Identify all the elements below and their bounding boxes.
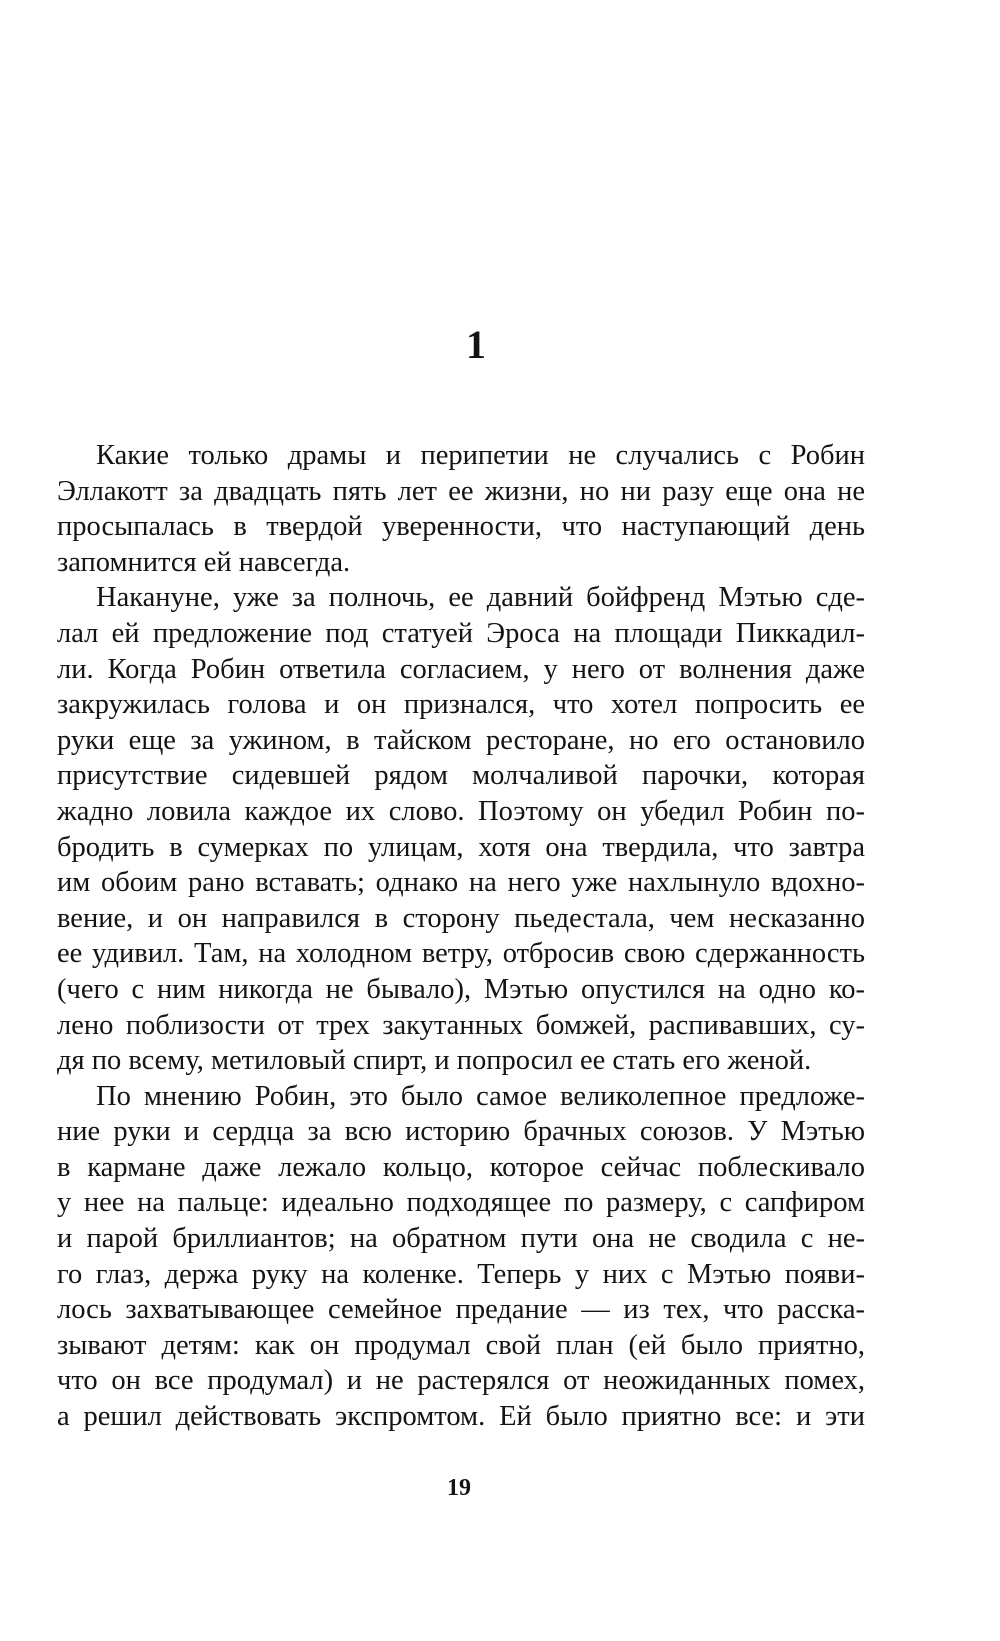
text-line: зывают детям: как он продумал свой план (ей было приятно, [57, 1329, 865, 1361]
text-line: у нее на пальце: идеально подходящее по размеру, с сапфиром [57, 1187, 865, 1219]
text-line: Какие только драмы и перипетии не случались с Робин [96, 440, 865, 471]
text-line: бродить в сумерках по улицам, хотя она твердила, что завтра [57, 831, 865, 863]
chapter-number: 1 [466, 322, 486, 367]
paragraph-2 [57, 580, 865, 1078]
text-line: руки еще за ужином, в тайском ресторане, но его остановило [57, 724, 865, 756]
text-line: лено поблизости от трех закутанных бомжей, распивавших, су- [57, 1009, 865, 1041]
text-line: в кармане даже лежало кольцо, которое сейчас поблескивало [57, 1151, 865, 1183]
paragraph-3 [57, 1079, 865, 1435]
text-line: ли. Когда Робин ответила согласием, у него от волнения даже [57, 653, 865, 685]
page-number: 19 [447, 1475, 471, 1501]
text-line: Эллакотт за двадцать пять лет ее жизни, но ни разу еще она не [57, 475, 865, 507]
text-line: ее удивил. Там, на холодном ветру, отбросив свою сдержанность [57, 938, 865, 970]
text-line: запомнится ей навсегда. [57, 546, 351, 578]
text-line: вение, и он направился в сторону пьедестала, чем несказанно [57, 902, 865, 934]
text-line: что он все продумал) и не растерялся от неожиданных помех, [57, 1365, 865, 1397]
text-line: закружилась голова и он признался, что хотел попросить ее [57, 689, 865, 721]
text-line: жадно ловила каждое их слово. Поэтому он убедил Робин по- [57, 795, 865, 827]
text-line: и парой бриллиантов; на обратном пути она не сводила с не- [57, 1223, 865, 1255]
text-line: а решил действовать экспромтом. Ей было приятно все: и эти [57, 1401, 865, 1433]
text-line: ние руки и сердца за всю историю брачных союзов. У Мэтью [57, 1116, 865, 1148]
text-line: Накануне, уже за полночь, ее давний бойфренд Мэтью сде- [96, 582, 865, 614]
text-line: лал ей предложение под статуей Эроса на площади Пиккадил- [57, 617, 865, 649]
text-line: го глаз, держа руку на коленке. Теперь у них с Мэтью появи- [57, 1258, 865, 1290]
text-line: лось захватывающее семейное предание — из тех, что расска- [57, 1294, 865, 1326]
text-line: им обоим рано вставать; однако на него уже нахлынуло вдохно- [57, 867, 865, 899]
body-text [57, 438, 865, 1435]
text-line: По мнению Робин, это было самое великолепное предложе- [96, 1080, 865, 1112]
paragraph-1 [57, 438, 865, 580]
text-line: дя по всему, метиловый спирт, и попросил ее стать его женой. [57, 1045, 812, 1077]
text-line: (чего с ним никогда не бывало), Мэтью опустился на одно ко- [57, 973, 865, 1005]
text-line: просыпалась в твердой уверенности, что наступающий день [57, 511, 865, 543]
text-line: присутствие сидевшей рядом молчаливой парочки, которая [57, 760, 865, 792]
